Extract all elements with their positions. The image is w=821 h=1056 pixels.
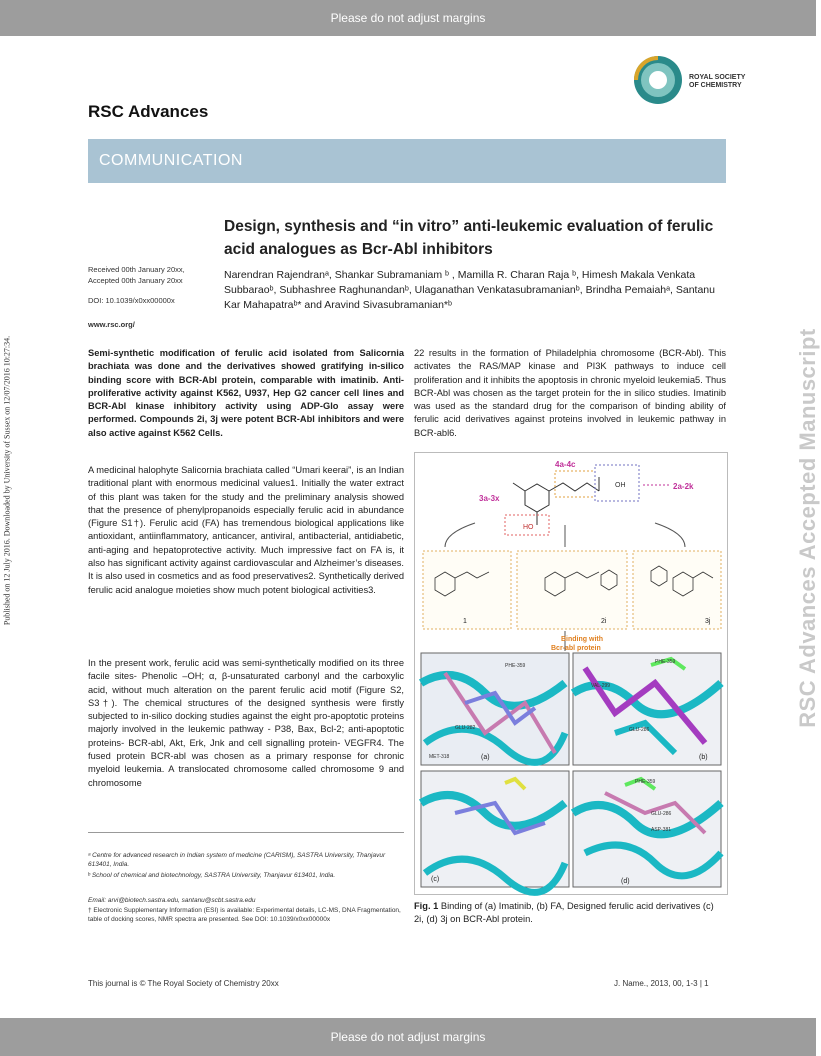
body-paragraph-right: 22 results in the formation of Philadelphia chromosome (BCR-Abl). This activates the RAS/MAP kinase and PI3K pathways to induce cell proliferation and it inhibits the apoptosis in chronic myeloid leukemia5. Thus BCR-Abl was chosen as the target protein for the in silico studies. Imatinib was used as the standard drug for the comparison of binding ability of ferulic acid derivatives against proteins involved in leukemic pathway in BCR-abl6. [414,348,726,438]
compound-label-1: 1 [463,618,467,625]
arrow-right [655,523,685,547]
residue-b-3: GLU-286 [629,727,650,733]
accepted-manuscript-watermark: RSC Advances Accepted Manuscript [795,328,820,728]
footnote-esi: † Electronic Supplementary Information (ESI) is available: Experimental details, LC-MS, DNA Fragmentation, table of docking scores, NMR spectra are presented. See DOI: 10.1039/x0xx00000x [88,907,401,923]
logo-line-1: ROYAL SOCIETY [689,74,746,81]
compound-label-3j: 3j [705,618,711,625]
residue-a-3: MET-318 [429,754,450,760]
docking-panel-b [573,653,721,765]
compound-box-1 [423,551,511,629]
docking-panel-a [421,653,569,765]
logo-line-2: OF CHEMISTRY [689,82,742,89]
figure-1 [414,452,728,895]
site-label-3: 2a-2k [673,482,694,491]
figure-graphic [415,453,727,894]
compound-label-2i: 2i [601,618,607,625]
panel-label-d: (d) [621,878,630,885]
ho-label: HO [523,524,534,531]
residue-a-1: PHE-359 [505,663,526,669]
doi-link[interactable]: DOI: 10.1039/x0xx00000x [88,296,175,305]
ferulic-acid-structure [513,477,599,525]
site-label-2: 3a-3x [479,494,500,503]
binding-label: Binding with [561,636,603,643]
arrow-left [445,523,475,547]
footnote-b: ᵇ School of chemical and biotechnology, SASTRA University, Thanjavur 613401, India. [88,872,336,879]
panel-label-c: (c) [431,876,440,883]
panel-label-b: (b) [699,754,708,761]
section-bar [88,139,726,183]
docking-panel-c [421,771,569,892]
page-info: J. Name., 2013, 00, 1-3 | 1 [614,979,709,988]
residue-d-3: ASP-381 [651,827,672,833]
body-paragraph-2: In the present work, ferulic acid was semi-synthetically modified on its three facile sites- Phenolic –OH; α, β-unsaturated carbonyl and the carboxylic acid, without much alteration on the parent ferulic acid motif (Figure S2, S3†). The chemical structures of the designed synthesis were firstly subjected to in-silico docking studies against the eight pro-apoptotic proteins majorly involved in the leukemic pathway - P38, Bax, Bcl-2; anti-apoptotic proteins- BCR-abl, Akt, Erk, Jnk and cell signalling protein- VEGFR4. The fused protein BCR-abl was chosen as a primary response for chronic myeloid leukemia. A translocated chromosome called chromosome 9 and chromosome [88,658,404,788]
oh-label: OH [615,482,626,489]
docking-panel-d [573,771,721,887]
article-title: Design, synthesis and “in vitro” anti-leukemic evaluation of ferulic acid analogues as Bcr-Abl inhibitors [224,218,714,258]
footnote-email: Email: arvi@biotech.sastra.edu, santanu@scbt.sastra.edu [88,897,256,904]
website-link[interactable]: www.rsc.org/ [88,320,135,329]
margin-notice-bottom: Please do not adjust margins [0,1018,816,1056]
binding-label-2: Bcr-abl protein [551,645,601,652]
residue-d-2: GLU-286 [651,811,672,817]
figure-caption-label: Fig. 1 [414,901,439,911]
figure-caption-text: Binding of (a) Imatinib, (b) FA, Designed ferulic acid derivatives (c) 2i, (d) 3j on BCR-Abl protein. [414,901,714,925]
section-label: COMMUNICATION [99,152,243,169]
abstract: Semi-synthetic modification of ferulic acid isolated from Salicornia brachiata was done and the derivatives showed gratifying in-silico binding score with BCR-Abl protein, comparable with imatinib. Anti-proliferative activity against K562, U937, Hep G2 cancer cell lines and BCR-Abl kinase inhibitory activity using ADP-Glo assay were performed. Compounds 2i, 3j were potent BCR-Abl inhibitors and were also active against K562 Cells. [88,348,404,438]
residue-b-2: VAL-299 [591,683,611,689]
figure-caption [414,900,726,927]
author-list: Narendran Rajendranᵃ, Shankar Subramaniam ᵇ , Mamilla R. Charan Raja ᵇ, Himesh Makala Venkata Subbaraoᵇ, Subhashree Raghunandanᵇ, Ulaganathan Venkatasubramanianᵇ, Brindha Pemaiahᵃ, Santanu Kar Mahapatraᵇ* and Aravind Sivasubramanian*ᵇ [224,269,715,311]
footnote-a: ᵃ Centre for advanced research in Indian system of medicine (CARISM), SASTRA University, Thanjavur 613401, India. [88,852,386,868]
article-dates [88,264,185,286]
journal-title: RSC Advances [88,102,209,121]
body-paragraph-1: A medicinal halophyte Salicornia brachiata called “Umari keerai”, is an Indian traditional plant with enormous medicinal values1. Initially the water extract of this plant was taken for the study and the preliminary analysis showed that the presence of phenylpropanoids especially ferulic acid in abundance (Figure S1†). Ferulic acid (FA) has tremendous biological applications like antioxidant, antiinflammatory, anticancer, antiviral, antibacterial, antidiabetic, anti-aging and hepatoprotective activity. Much impressive fact on FA is, it also has significant activity against cardiovascular and Alzheimer’s diseases. It is also used in cosmetics and as food preservatives2. Synthetically derived ferulic acid analogue moieties show much potent biological activities3. [88,465,404,595]
publication-side-notice: Published on 12 July 2016. Downloaded by University of Sussex on 12/07/2016 10:27:34. [2,335,12,626]
footnote-divider [88,832,404,833]
received-date: Received 00th January 20xx, [88,265,185,274]
site-label-1: 4a-4c [555,460,576,469]
residue-a-2: GLU-282 [455,725,476,731]
residue-d-1: PHE-359 [635,779,656,785]
copyright-line: This journal is © The Royal Society of Chemistry 20xx [88,979,279,988]
panel-label-a: (a) [481,754,490,761]
compound-box-2i [517,551,627,629]
residue-b-1: PHE-359 [655,659,676,665]
logo-text [689,74,745,90]
margin-notice-top: Please do not adjust margins [0,0,816,36]
accepted-date: Accepted 00th January 20xx [88,276,183,285]
